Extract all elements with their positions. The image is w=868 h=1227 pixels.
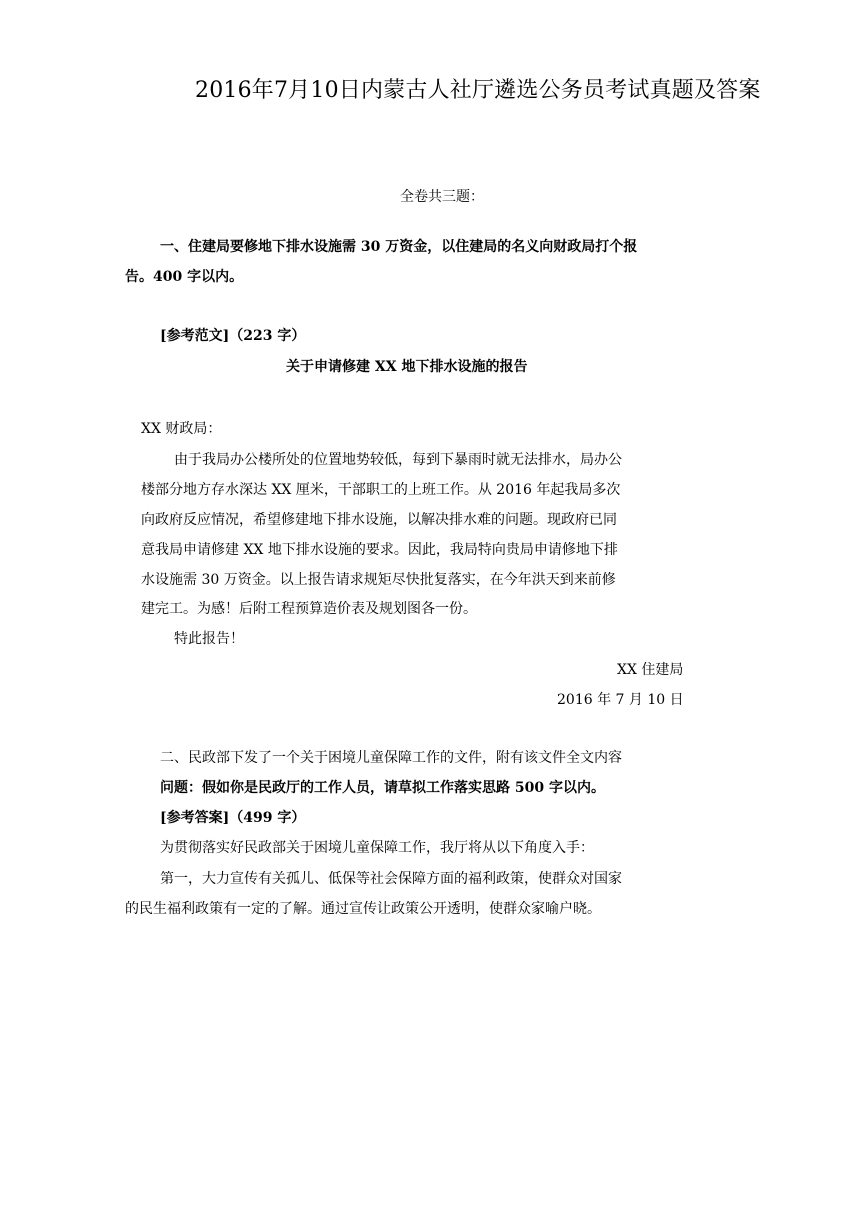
report-salutation: XX 财政局：	[141, 421, 222, 437]
question-1-line-2: 告。400 字以内。	[125, 269, 244, 285]
q1-reference-label: [参考范文]（223 字）	[160, 328, 306, 344]
report-date: 2016 年 7 月 10 日	[557, 692, 684, 708]
question-2-line-1: 二、民政部下发了一个关于困境儿童保障工作的文件，附有该文件全文内容	[160, 750, 622, 766]
report-closing: 特此报告！	[174, 631, 244, 647]
question-2-prompt: 问题：假如你是民政厅的工作人员，请草拟工作落实思路 500 字以内。	[160, 780, 605, 796]
q2-reference-label: [参考答案]（499 字）	[160, 810, 306, 826]
answer-point-1-line-1: 第一，大力宣传有关孤儿、低保等社会保障方面的福利政策，使群众对国家	[160, 871, 622, 887]
report-body-line: 水设施需 30 万资金。以上报告请求规矩尽快批复落实，在今年洪天到来前修	[141, 572, 616, 588]
report-title: 关于申请修建 XX 地下排水设施的报告	[286, 359, 528, 375]
answer-point-1-line-2: 的民生福利政策有一定的了解。通过宣传让政策公开透明，使群众家喻户晓。	[125, 901, 601, 917]
report-body-line: 楼部分地方存水深达 XX 厘米，干部职工的上班工作。从 2016 年起我局多次	[141, 482, 621, 498]
answer-intro: 为贯彻落实好民政部关于困境儿童保障工作，我厅将从以下角度入手：	[160, 840, 594, 856]
report-body-line: 由于我局办公楼所处的位置地势较低，每到下暴雨时就无法排水，局办公	[174, 452, 622, 468]
exam-intro: 全卷共三题：	[400, 189, 484, 205]
question-1-line-1: 一、住建局要修地下排水设施需 30 万资金，以住建局的名义向财政局打个报	[160, 239, 638, 255]
report-body-line: 意我局申请修建 XX 地下排水设施的要求。因此，我局特向贵局申请修地下排	[141, 542, 618, 558]
report-signature: XX 住建局	[617, 662, 684, 678]
report-body-line: 建完工。为感！后附工程预算造价表及规划图各一份。	[141, 601, 477, 617]
report-body-line: 向政府反应情况，希望修建地下排水设施，以解决排水难的问题。现政府已同	[141, 512, 617, 528]
document-title: 2016年7月10日内蒙古人社厅遴选公务员考试真题及答案	[195, 78, 761, 103]
